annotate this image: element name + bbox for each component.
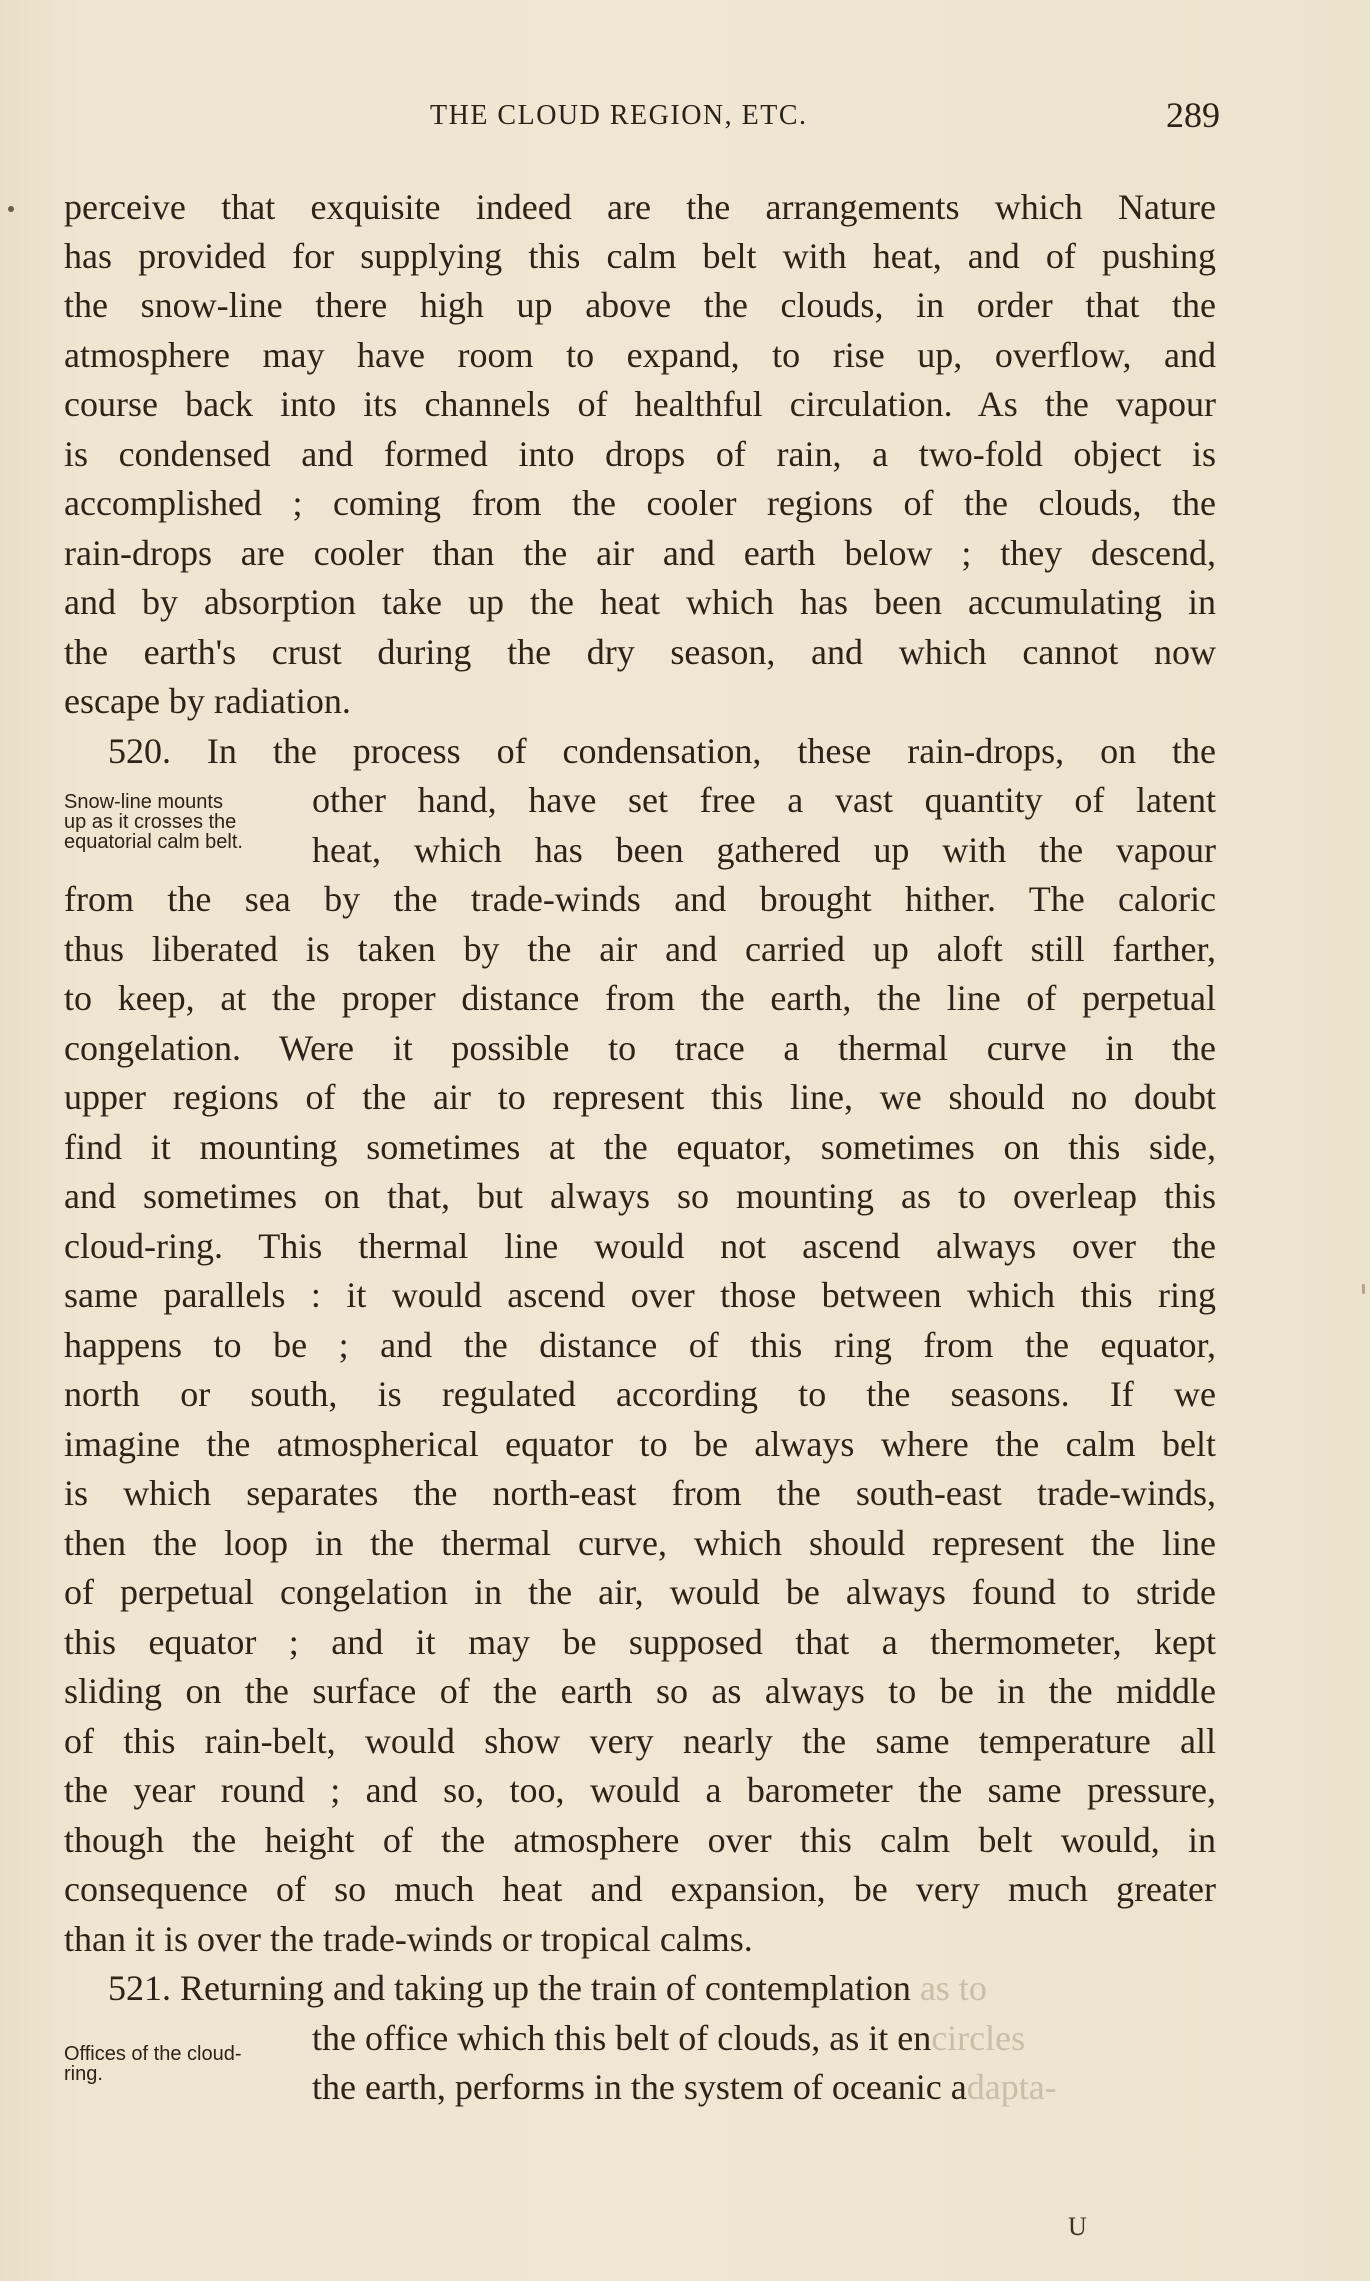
text-line: perceive that exquisite indeed are the arrangements which Nature [64,187,1216,227]
text-line: sliding on the surface of the earth so as always to be in the middle [64,1671,1216,1711]
faded-text-fragment: circles [931,2018,1026,2058]
text-line: atmosphere may have room to expand, to rise up, overflow, and [64,335,1216,375]
text-line: the earth's crust during the dry season, and which cannot now [64,632,1216,672]
text-line: happens to be ; and the distance of this ring from the equator, [64,1325,1216,1365]
scan-speck [8,206,14,212]
text-line: imagine the atmospherical equator to be always where the calm belt [64,1424,1216,1464]
text-line: thus liberated is taken by the air and carried up aloft still farther, [64,929,1216,969]
text-line: then the loop in the thermal curve, which should represent the line [64,1523,1216,1563]
text-line: is which separates the north-east from the south-east trade-winds, [64,1473,1216,1513]
page-number: 289 [1166,95,1220,135]
text-line: and sometimes on that, but always so mounting as to overleap this [64,1176,1216,1216]
text-fragment: 521. Returning and taking up the train of contemplation [108,1968,911,2008]
margin-note-line: equatorial calm belt. [64,831,243,853]
text-line: heat, which has been gathered up with the vapour [312,830,1216,870]
text-line: from the sea by the trade-winds and brought hither. The caloric [64,879,1216,919]
margin-note-line: Snow-line mounts [64,791,223,813]
text-line: north or south, is regulated according to the seasons. If we [64,1374,1216,1414]
text-line: upper regions of the air to represent this line, we should no doubt [64,1077,1216,1117]
text-line: of this rain-belt, would show very nearly the same temperature all [64,1721,1216,1761]
text-line: escape by radiation. [64,681,351,721]
scan-speck [1362,1284,1365,1294]
text-line: rain-drops are cooler than the air and earth below ; they descend, [64,533,1216,573]
text-line [312,2063,1216,2112]
margin-note-line: Offices of the cloud- [64,2043,242,2065]
text-line: consequence of so much heat and expansion, be very much greater [64,1869,1216,1909]
text-line: the year round ; and so, too, would a barometer the same pressure, [64,1770,1216,1810]
text-line: same parallels : it would ascend over those between which this ring [64,1275,1216,1315]
paragraph-520-first-line: 520. In the process of condensation, these rain-drops, on the [108,731,1216,771]
text-line: than it is over the trade-winds or tropical calms. [64,1919,753,1959]
text-line: has provided for supplying this calm belt with heat, and of pushing [64,236,1216,276]
text-line: to keep, at the proper distance from the earth, the line of perpetual [64,978,1216,1018]
faded-text-fragment: dapta- [966,2067,1057,2107]
text-line: the snow-line there high up above the clouds, in order that the [64,285,1216,325]
faded-text-fragment: as to [919,1968,987,2008]
text-fragment: the office which this belt of clouds, as it en [312,2018,932,2058]
text-line: this equator ; and it may be supposed that a thermometer, kept [64,1622,1216,1662]
text-line: though the height of the atmosphere over this calm belt would, in [64,1820,1216,1860]
text-line: congelation. Were it possible to trace a thermal curve in the [64,1028,1216,1068]
text-line [312,2014,1216,2063]
text-line: cloud-ring. This thermal line would not ascend always over the [64,1226,1216,1266]
text-line: find it mounting sometimes at the equator, sometimes on this side, [64,1127,1216,1167]
running-title: THE CLOUD REGION, ETC. [430,100,808,131]
text-line: of perpetual congelation in the air, would be always found to stride [64,1572,1216,1612]
signature-mark: U [1068,2212,1087,2241]
text-line: and by absorption take up the heat which has been accumulating in [64,582,1216,622]
text-line: accomplished ; coming from the cooler regions of the clouds, the [64,483,1216,523]
margin-note-line: up as it crosses the [64,811,237,833]
text-line: other hand, have set free a vast quantity of latent [312,780,1216,820]
margin-note-line: ring. [64,2063,103,2085]
paragraph-521-first-line [108,1964,1208,2013]
text-fragment: the earth, performs in the system of oceanic a [312,2067,967,2107]
text-line: course back into its channels of healthful circulation. As the vapour [64,384,1216,424]
text-line: is condensed and formed into drops of rain, a two-fold object is [64,434,1216,474]
